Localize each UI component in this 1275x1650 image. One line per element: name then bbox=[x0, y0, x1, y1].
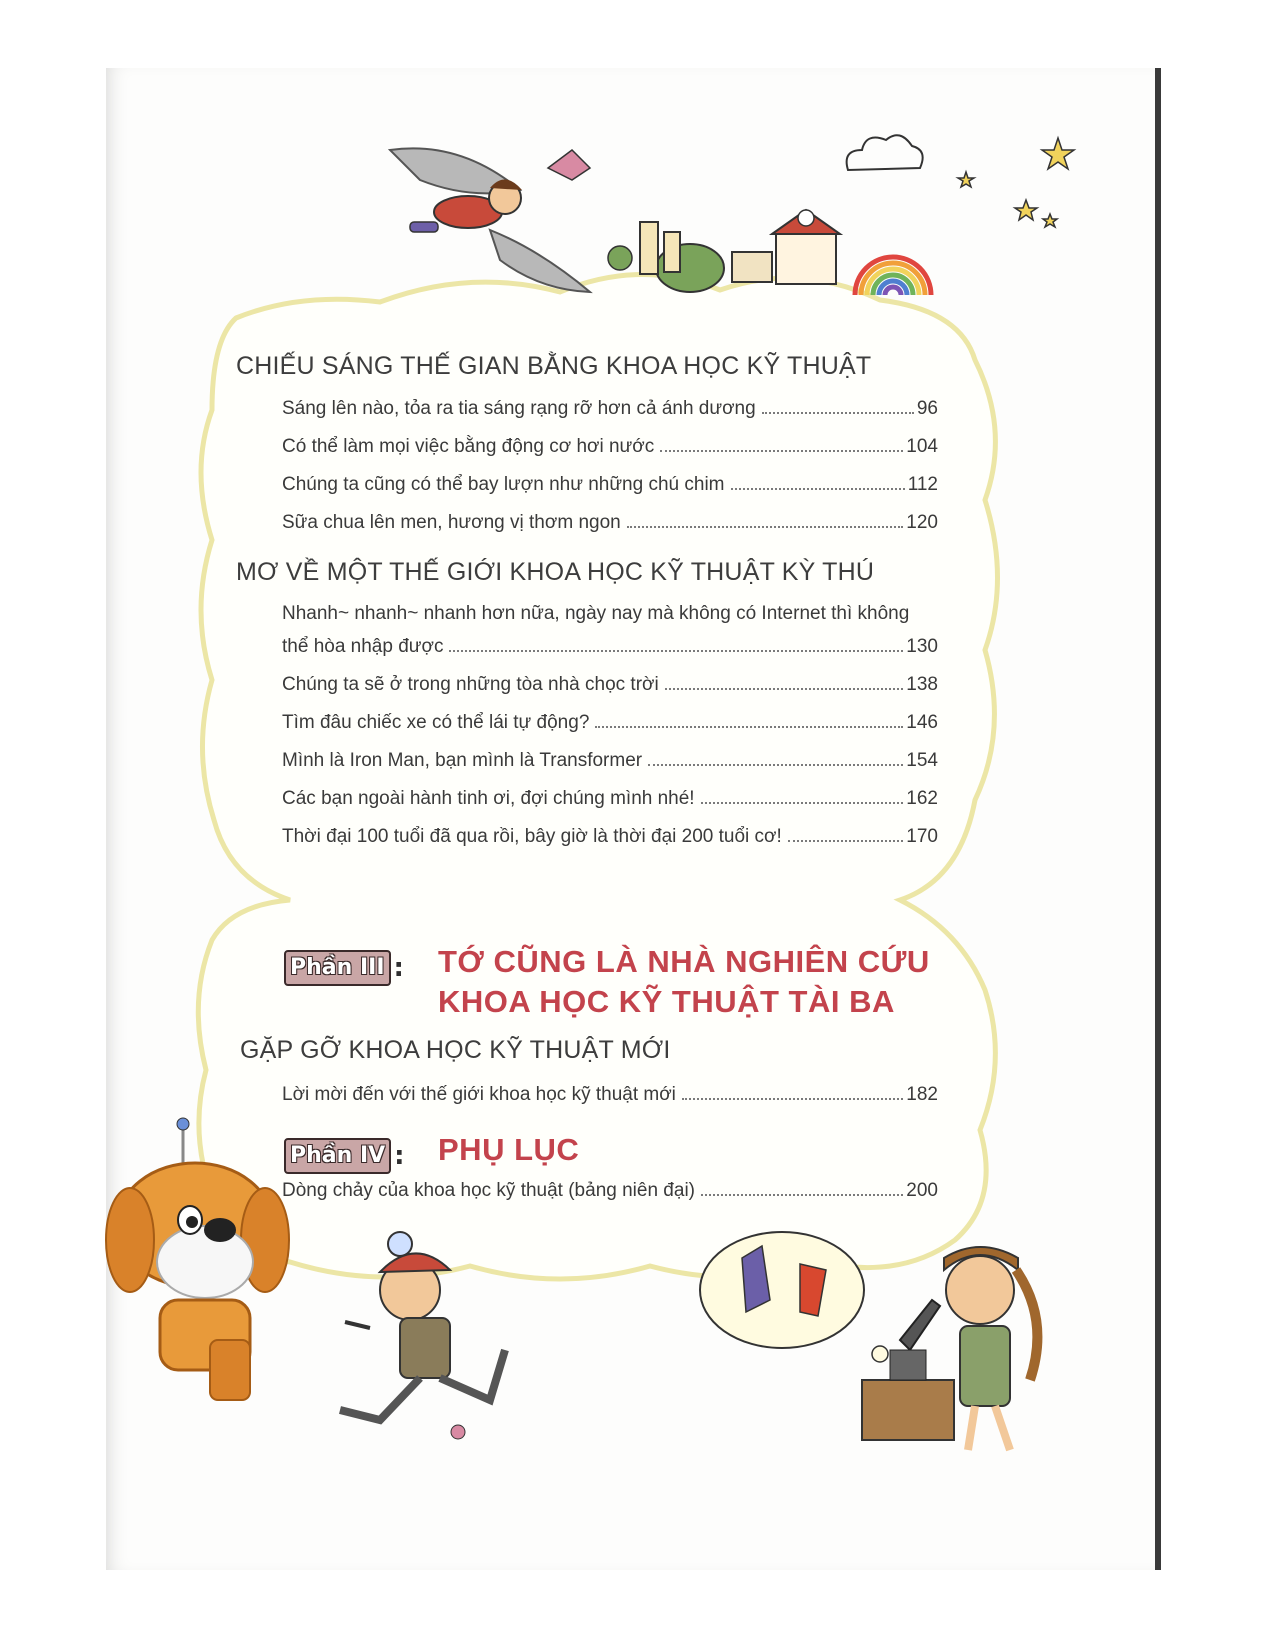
entry-label: Thời đại 100 tuổi đã qua rồi, bây giờ là thời đại 200 tuổi cơ! bbox=[282, 826, 782, 847]
dot-leader bbox=[682, 1098, 903, 1100]
section-title-1: CHIẾU SÁNG THẾ GIAN BẰNG KHOA HỌC KỸ THUẬT bbox=[236, 352, 872, 380]
part-3-heading-line2: KHOA HỌC KỸ THUẬT TÀI BA bbox=[438, 984, 895, 1019]
part-4-heading: PHỤ LỤC bbox=[438, 1132, 580, 1167]
dot-leader bbox=[701, 802, 904, 804]
toc-entry[interactable] bbox=[282, 668, 938, 696]
toc-entry[interactable] bbox=[282, 820, 938, 848]
toc-entry[interactable] bbox=[282, 744, 938, 772]
section-title-3: GẶP GỠ KHOA HỌC KỸ THUẬT MỚI bbox=[240, 1036, 671, 1064]
toc-entry[interactable] bbox=[282, 468, 938, 496]
entry-label: Chúng ta sẽ ở trong những tòa nhà chọc trời bbox=[282, 674, 659, 695]
dot-leader bbox=[665, 688, 904, 690]
toc-entry[interactable] bbox=[282, 506, 938, 534]
entry-label: thể hòa nhập được bbox=[282, 636, 444, 657]
page-number: 130 bbox=[906, 636, 938, 657]
page-number: 120 bbox=[906, 512, 938, 533]
page-number: 162 bbox=[906, 788, 938, 809]
toc-entry[interactable] bbox=[282, 430, 938, 458]
page-number: 138 bbox=[906, 674, 938, 695]
entry-label: Chúng ta cũng có thể bay lượn như những chú chim bbox=[282, 474, 725, 495]
toc-entry[interactable] bbox=[282, 782, 938, 810]
page-number: 182 bbox=[906, 1084, 938, 1105]
stars-illustration bbox=[958, 138, 1074, 227]
part-label: Phần III bbox=[284, 950, 391, 986]
entry-label-line1[interactable]: Nhanh~ nhanh~ nhanh hơn nữa, ngày nay mà không có Internet thì không bbox=[282, 603, 910, 624]
page-number: 96 bbox=[916, 398, 938, 419]
entry-label: Sữa chua lên men, hương vị thơm ngon bbox=[282, 512, 621, 533]
rainbow-illustration bbox=[855, 257, 931, 295]
entry-label: Sáng lên nào, tỏa ra tia sáng rạng rỡ hơn cả ánh dương bbox=[282, 398, 756, 419]
page-number: 112 bbox=[907, 474, 938, 495]
entry-label: Các bạn ngoài hành tinh ơi, đợi chúng mình nhé! bbox=[282, 788, 695, 809]
entry-label: Mình là Iron Man, bạn mình là Transformer bbox=[282, 750, 643, 771]
part-3-heading-line1: TỚ CŨNG LÀ NHÀ NGHIÊN CỨU bbox=[438, 944, 930, 979]
dot-leader bbox=[627, 526, 904, 528]
part-label: Phần IV bbox=[284, 1138, 391, 1174]
dot-leader bbox=[595, 726, 903, 728]
entry-label: Dòng chảy của khoa học kỹ thuật (bảng niên đại) bbox=[282, 1180, 695, 1201]
toc-entry[interactable] bbox=[282, 1078, 938, 1106]
part-4-badge bbox=[284, 1138, 405, 1174]
dot-leader bbox=[731, 488, 905, 490]
page-number: 200 bbox=[906, 1180, 938, 1201]
part-colon: : bbox=[394, 1141, 405, 1171]
section-title-2: MƠ VỀ MỘT THẾ GIỚI KHOA HỌC KỸ THUẬT KỲ THÚ bbox=[236, 558, 875, 586]
part-3-badge bbox=[284, 950, 404, 986]
page-number: 104 bbox=[906, 436, 938, 457]
dot-leader bbox=[788, 840, 903, 842]
bird-illustration bbox=[548, 150, 590, 180]
entry-label: Có thể làm mọi việc bằng động cơ hơi nước bbox=[282, 436, 655, 457]
part-colon: : bbox=[393, 953, 404, 983]
page-number: 170 bbox=[906, 826, 938, 847]
page-number: 154 bbox=[906, 750, 938, 771]
entry-label: Tìm đâu chiếc xe có thể lái tự động? bbox=[282, 712, 590, 733]
dot-leader bbox=[701, 1194, 903, 1196]
cloud-illustration bbox=[847, 135, 923, 170]
cloud-frame bbox=[198, 274, 997, 1279]
toc-entry[interactable] bbox=[282, 630, 938, 658]
entry-label: Lời mời đến với thế giới khoa học kỹ thuật mới bbox=[282, 1084, 676, 1105]
dot-leader bbox=[648, 764, 903, 766]
dot-leader bbox=[762, 412, 914, 414]
toc-entry[interactable] bbox=[282, 1174, 938, 1202]
page-number: 146 bbox=[906, 712, 938, 733]
dot-leader bbox=[449, 650, 903, 652]
toc-entry[interactable] bbox=[282, 392, 938, 420]
dot-leader bbox=[660, 450, 903, 452]
toc-entry[interactable] bbox=[282, 706, 938, 734]
